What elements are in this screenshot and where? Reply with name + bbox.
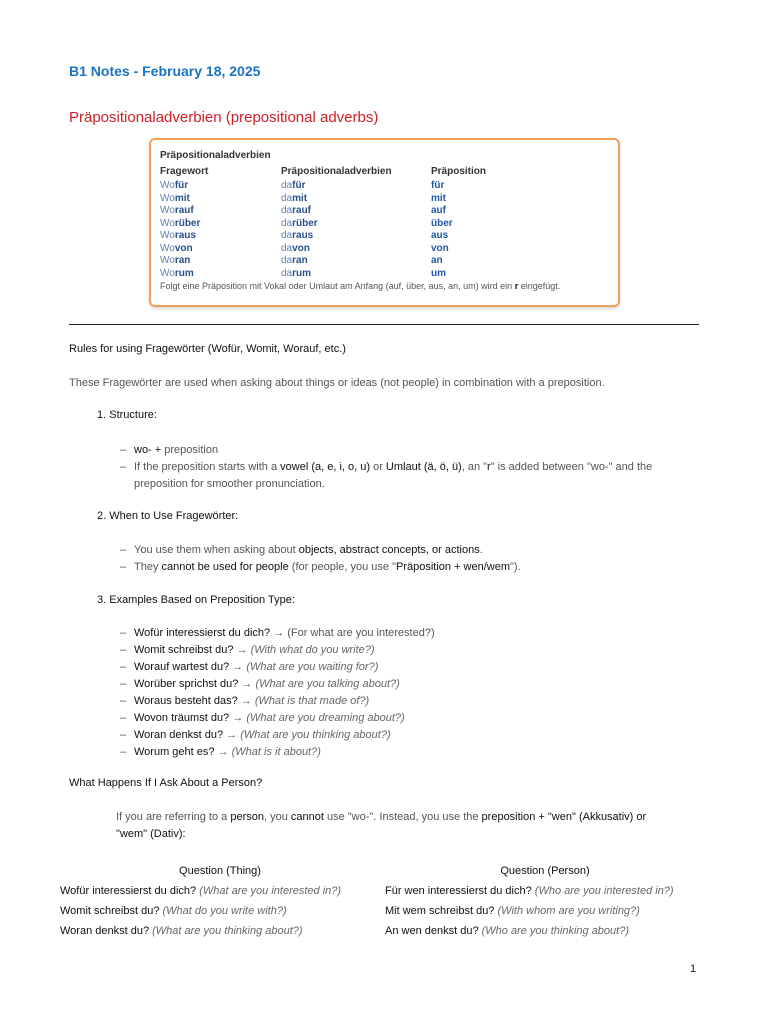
adverb-stem: rum	[292, 267, 312, 279]
column-header-fragewort: Fragewort	[160, 166, 209, 177]
rules-heading: Rules for using Fragewörter (Wofür, Womit, Worauf, etc.)	[69, 343, 346, 355]
compare-left-header: Question (Thing)	[179, 865, 261, 877]
prepositional-adverbs-table-image	[149, 138, 620, 307]
adverb-stem: für	[292, 180, 306, 191]
table-row	[151, 243, 618, 256]
compare-row: Wofür interessierst du dich? (What are you interested in?)	[60, 885, 342, 897]
table-row	[151, 255, 618, 268]
fragewort-stem: rum	[174, 267, 194, 279]
adverb-prefix: da	[281, 217, 293, 229]
list-item: – wo- + preposition	[120, 442, 700, 459]
adverb-prefix: da	[281, 230, 293, 241]
examples-heading: 3. Examples Based on Preposition Type:	[97, 594, 295, 606]
adverb-prefix: da	[281, 180, 293, 191]
compare-row: Woran denkst du? (What are you thinking about?)	[60, 925, 303, 937]
list-item: – Woraus besteht das? → (What is that made of?)	[120, 693, 700, 710]
person-paragraph: If you are referring to a person, you cannot use "wo-". Instead, you use the preposition + "wen" (Akkusativ) or "wem" (Dativ):	[116, 811, 647, 840]
horizontal-divider	[69, 324, 699, 325]
fragewort-stem: für	[174, 180, 189, 191]
compare-row: An wen denkst du? (Who are you thinking about?)	[385, 925, 630, 937]
adverb-prefix: da	[281, 205, 293, 216]
page-number: 1	[690, 963, 697, 975]
compare-right-header: Question (Person)	[500, 865, 590, 877]
when-heading: 2. When to Use Fragewörter:	[97, 510, 239, 522]
column-header-adverbien: Präpositionaladverbien	[281, 166, 392, 177]
list-item: – Worauf wartest du? → (What are you waiting for?)	[120, 659, 700, 676]
preposition-cell: von	[431, 242, 449, 254]
table-note: Folgt eine Präposition mit Vokal oder Umlaut am Anfang (auf, über, aus, an, um) wird ein r eingefügt.	[160, 281, 561, 291]
adverb-stem: ran	[292, 255, 308, 266]
fragewort-prefix: Wo	[160, 267, 175, 279]
fragewort-prefix: Wo	[160, 217, 175, 229]
fragewort-prefix: Wo	[160, 180, 175, 191]
table-row	[151, 268, 618, 281]
fragewort-prefix: Wo	[160, 230, 175, 241]
adverb-prefix: da	[281, 192, 293, 204]
document-title: B1 Notes - February 18, 2025	[69, 63, 261, 79]
section-title: Präpositionaladverbien (prepositional adverbs)	[69, 109, 379, 126]
adverb-stem: rauf	[292, 205, 312, 216]
preposition-cell: um	[431, 267, 446, 279]
list-item: – If the preposition starts with a vowel (a, e, i, o, u) or Umlaut (ä, ö, ü), an "r" is added between "wo-" and the preposition for smoother pronunciation.	[120, 459, 700, 493]
fragewort-stem: raus	[174, 230, 196, 241]
list-item: – Woran denkst du? → (What are you thinking about?)	[120, 727, 700, 744]
adverb-prefix: da	[281, 242, 293, 254]
structure-heading: 1. Structure:	[97, 409, 157, 421]
structure-list	[120, 442, 700, 493]
list-item: – Womit schreibst du? → (With what do you write?)	[120, 642, 700, 659]
compare-right-column	[385, 881, 715, 941]
fragewort-prefix: Wo	[160, 255, 175, 266]
compare-left-column	[60, 881, 380, 941]
table-row	[151, 230, 618, 243]
adverb-stem: von	[292, 242, 310, 254]
preposition-cell: über	[431, 217, 453, 229]
fragewort-stem: mit	[174, 192, 190, 204]
fragewort-stem: von	[174, 242, 193, 254]
preposition-cell: mit	[431, 192, 446, 204]
compare-row: Für wen interessierst du dich? (Who are you interested in?)	[385, 885, 674, 897]
examples-list	[120, 625, 700, 761]
preposition-cell: auf	[431, 205, 446, 216]
adverb-prefix: da	[281, 267, 293, 279]
list-item: – Worum geht es? → (What is it about?)	[120, 744, 700, 761]
compare-row: Womit schreibst du? (What do you write with?)	[60, 905, 287, 917]
adverb-stem: mit	[292, 192, 308, 204]
when-list	[120, 542, 700, 576]
list-item: – Worüber sprichst du? → (What are you talking about?)	[120, 676, 700, 693]
preposition-cell: aus	[431, 230, 449, 241]
table-title: Präpositionaladverbien	[160, 150, 271, 161]
adverb-stem: raus	[292, 230, 314, 241]
compare-row: Mit wem schreibst du? (With whom are you writing?)	[385, 905, 640, 917]
list-item: – They cannot be used for people (for people, you use "Präposition + wen/wem").	[120, 559, 700, 576]
table-row	[151, 205, 618, 218]
fragewort-prefix: Wo	[160, 205, 175, 216]
fragewort-prefix: Wo	[160, 242, 175, 254]
table-row	[151, 180, 618, 193]
adverb-stem: rüber	[292, 217, 318, 229]
list-item: – Wofür interessierst du dich? → (For what are you interested?)	[120, 625, 700, 642]
fragewort-stem: rauf	[174, 205, 194, 216]
table-row	[151, 193, 618, 206]
list-item: – You use them when asking about objects, abstract concepts, or actions.	[120, 542, 700, 559]
fragewort-stem: ran	[174, 255, 191, 266]
preposition-cell: für	[431, 180, 445, 191]
fragewort-stem: rüber	[174, 217, 201, 229]
person-heading: What Happens If I Ask About a Person?	[69, 777, 263, 789]
preposition-cell: an	[431, 255, 443, 266]
fragewort-prefix: Wo	[160, 192, 175, 204]
column-header-praeposition: Präposition	[431, 166, 487, 177]
adverb-prefix: da	[281, 255, 293, 266]
intro-paragraph: These Fragewörter are used when asking about things or ideas (not people) in combination with a preposition.	[69, 377, 605, 389]
table-row	[151, 218, 618, 231]
list-item: – Wovon träumst du? → (What are you dreaming about?)	[120, 710, 700, 727]
